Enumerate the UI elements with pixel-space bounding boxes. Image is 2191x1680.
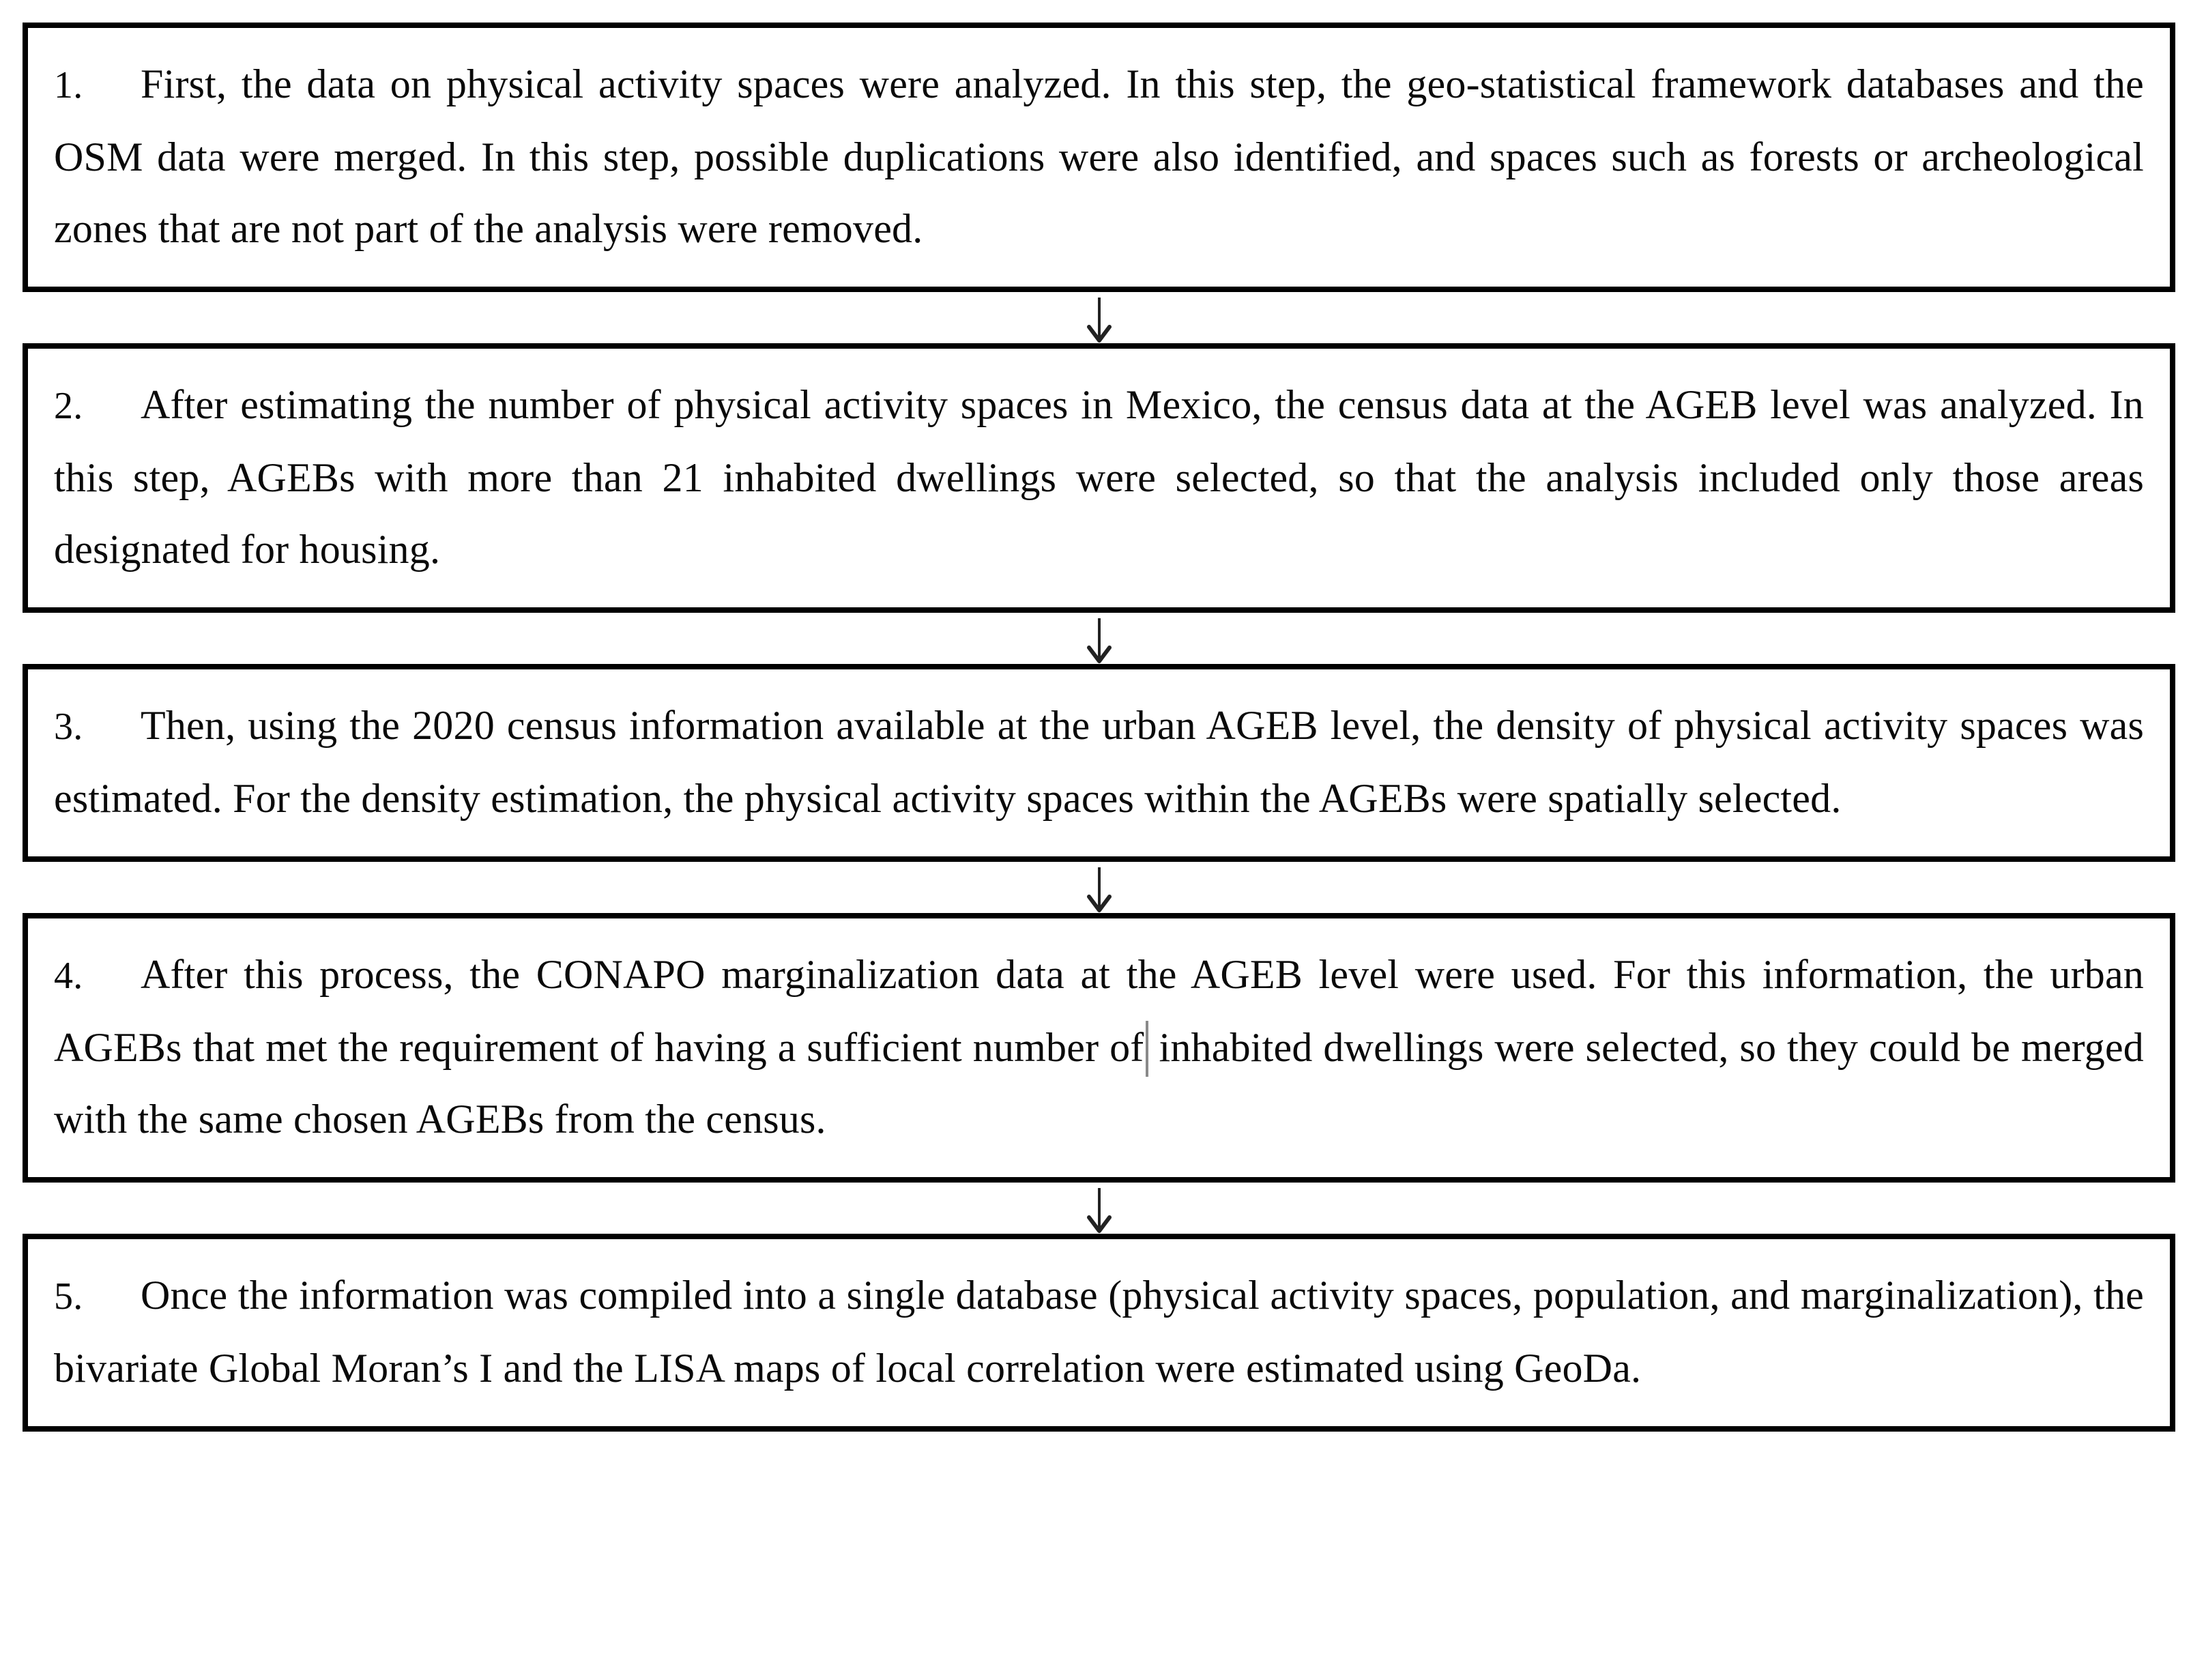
step-text: After estimating the number of physical activity spaces in Mexico, the census data at the AGEB level was analyzed. In this step, AGEBs with more than 21 inhabited dwellings were selected, so that the analysis included only those areas designated for housing. [54,382,2144,572]
flow-connector [23,862,2175,913]
step-number: 1. [54,64,83,106]
step-box-2 [23,343,2175,613]
step-text-continued: inhabited dwellings were selected, so they could be merged with the same chosen AGEBs from the census. [54,1025,2145,1142]
text-cursor [1146,1021,1148,1077]
step-paragraph [54,939,2144,1155]
step-box-1 [23,23,2175,292]
step-text: After this process, the CONAPO marginalization data at the AGEB level were used. For this information, the urban AGEBs that met the requirement of having a sufficient number of [54,952,2144,1070]
step-text: First, the data on physical activity spaces were analyzed. In this step, the geo-statistical framework databases and the OSM data were merged. In this step, possible duplications were also identified, and spaces such as forests or archeological zones that are not part of the analysis were removed. [54,61,2144,251]
flow-connector [23,292,2175,343]
step-paragraph [54,369,2144,585]
down-arrow-icon [1084,616,1114,665]
step-number: 2. [54,385,83,427]
step-text: Then, using the 2020 census information available at the urban AGEB level, the density of physical activity spaces was estimated. For the density estimation, the physical activity spaces within the AGEBs were spatially selected. [54,703,2144,821]
down-arrow-icon [1084,865,1114,914]
step-number: 5. [54,1275,83,1318]
step-paragraph [54,1260,2144,1404]
flow-connector [23,613,2175,664]
step-paragraph [54,48,2144,265]
step-box-4 [23,913,2175,1183]
down-arrow-icon [1084,295,1114,345]
down-arrow-icon [1084,1186,1114,1235]
step-number: 3. [54,706,83,748]
methodology-flowchart [23,23,2175,1432]
step-paragraph [54,690,2144,835]
step-box-3 [23,664,2175,862]
flow-connector [23,1183,2175,1234]
step-number: 4. [54,955,83,997]
step-box-5 [23,1234,2175,1432]
step-text: Once the information was compiled into a single database (physical activity spaces, population, and marginalization), the bivariate Global Moran’s I and the LISA maps of local correlation were estimated using GeoDa. [54,1273,2144,1391]
